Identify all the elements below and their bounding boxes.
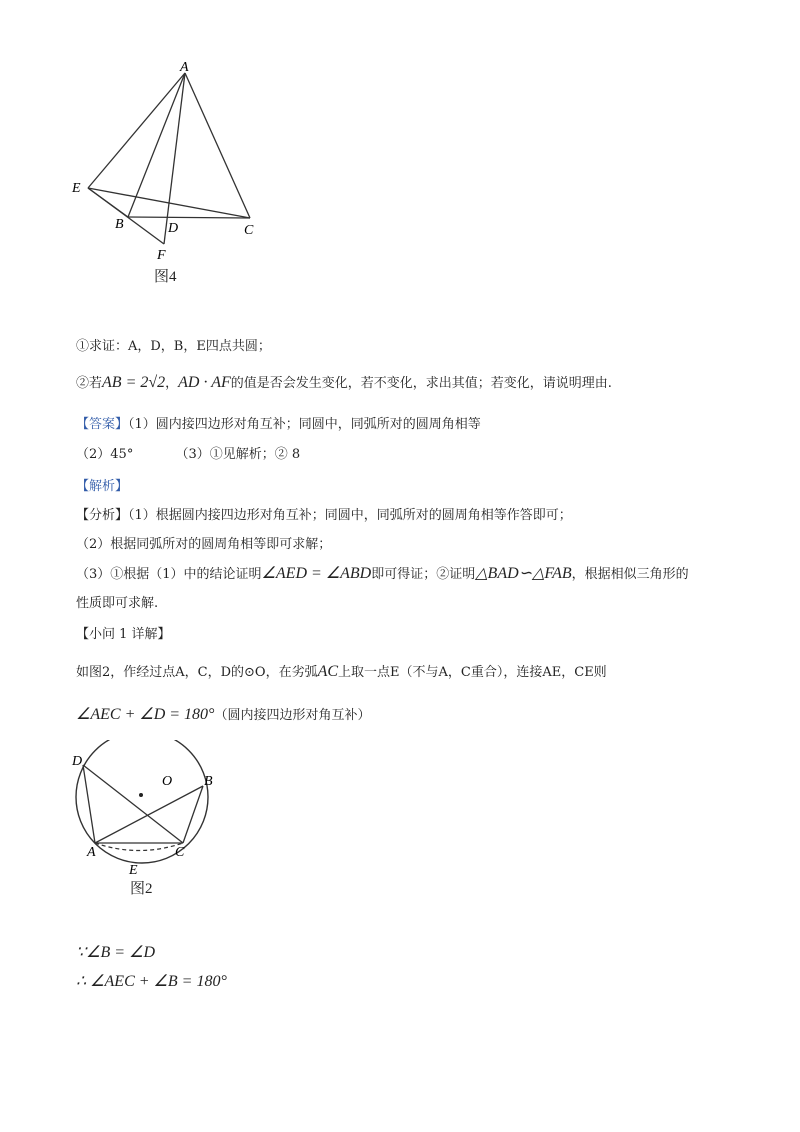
angle-sum-expr: ∠AEC + ∠D = 180° [76, 706, 215, 723]
segment-ac [185, 73, 250, 218]
angle-equation: ∠AED = ∠ABD [261, 565, 372, 582]
question-part-1-text: ①求证：A，D，B，E四点共圆； [76, 339, 271, 354]
answer-part-2: （2）45° [76, 447, 134, 462]
point-label-d: D [168, 221, 179, 236]
fenxi-text-1: （1）根据圆内接四边形对角互补；同圆中，同弧所对的圆周角相等作答即可； [128, 508, 572, 523]
fenxi-text-4: 性质即可求解. [76, 596, 159, 611]
arc-ac-expr: AC [317, 663, 339, 680]
point-label-b: B [204, 774, 213, 789]
point-label-d: D [72, 754, 83, 769]
sub1-line-2-note: （圆内接四边形对角互补） [214, 708, 371, 723]
answer-part-1: （1）圆内接四边形对角互补；同圆中，同弧所对的圆周角相等 [128, 417, 481, 432]
segment-ae [88, 73, 185, 188]
dashed-chords-ae-ec [95, 843, 183, 851]
analysis-tag: 【解析】 [76, 479, 129, 494]
segment-ba [95, 786, 203, 843]
point-label-a: A [87, 845, 96, 860]
ad-af-expr: AD · AF [178, 374, 231, 391]
figure-2-caption: 图2 [130, 881, 153, 897]
point-label-a: A [180, 60, 189, 75]
segment-ec [88, 188, 250, 218]
segment-bc [128, 217, 250, 218]
sub-question-1-line-2 [76, 705, 370, 726]
proof-line-1: ∵∠B = ∠D [76, 944, 155, 961]
sub-question-1-line-1 [76, 662, 607, 683]
answer-line-1 [76, 415, 481, 435]
analysis-line-1 [76, 506, 572, 526]
point-label-e: E [129, 863, 138, 878]
proof-line-2: ∴ ∠AEC + ∠B = 180° [76, 973, 227, 990]
ab-length-expr: AB = 2√2 [102, 374, 166, 391]
answer-tag: 【答案】 [76, 417, 129, 432]
fenxi-text-2: （2）根据同弧所对的圆周角相等即可求解； [76, 537, 332, 552]
question-part-2-prefix: ②若 [76, 376, 103, 391]
point-label-c: C [244, 223, 254, 238]
center-point-o [139, 793, 143, 797]
analysis-line-3 [76, 564, 689, 585]
figure-4-caption: 图4 [154, 269, 177, 285]
fenxi-text-3b: 即可得证；②证明 [371, 567, 476, 582]
point-label-o: O [162, 774, 173, 789]
point-label-e: E [72, 181, 81, 196]
point-label-b: B [115, 217, 124, 232]
question-part-2-sep: ， [165, 376, 179, 391]
question-part-2 [76, 373, 612, 394]
question-part-1 [76, 337, 271, 357]
sub1-text-b: 上取一点E（不与A，C重合），连接AE，CE则 [338, 665, 607, 680]
point-label-f: F [157, 248, 166, 263]
question-part-2-suffix: 的值是否会发生变化，若不变化，求出其值；若变化，请说明理由. [230, 376, 612, 391]
analysis-line-4 [76, 594, 158, 614]
point-label-c: C [175, 845, 185, 860]
analysis-line-2 [76, 535, 331, 555]
circle-o [76, 740, 208, 863]
fenxi-text-3a: （3）①根据（1）中的结论证明 [76, 567, 262, 582]
figure-4 [60, 55, 280, 295]
fenxi-tag: 【分析】 [76, 508, 129, 523]
sub-question-1-tag: 【小问 1 详解】 [76, 627, 171, 642]
segment-ef [88, 188, 164, 244]
similar-triangles-expr: △BAD∽△FAB [475, 565, 572, 582]
fenxi-text-3c: ，根据相似三角形的 [571, 567, 689, 582]
figure-2 [62, 740, 232, 880]
sub1-text-a: 如图2，作经过点A，C，D的⊙O，在劣弧 [76, 665, 318, 680]
answer-line-2 [76, 445, 300, 465]
answer-part-3: （3）①见解析；② 8 [175, 447, 301, 462]
